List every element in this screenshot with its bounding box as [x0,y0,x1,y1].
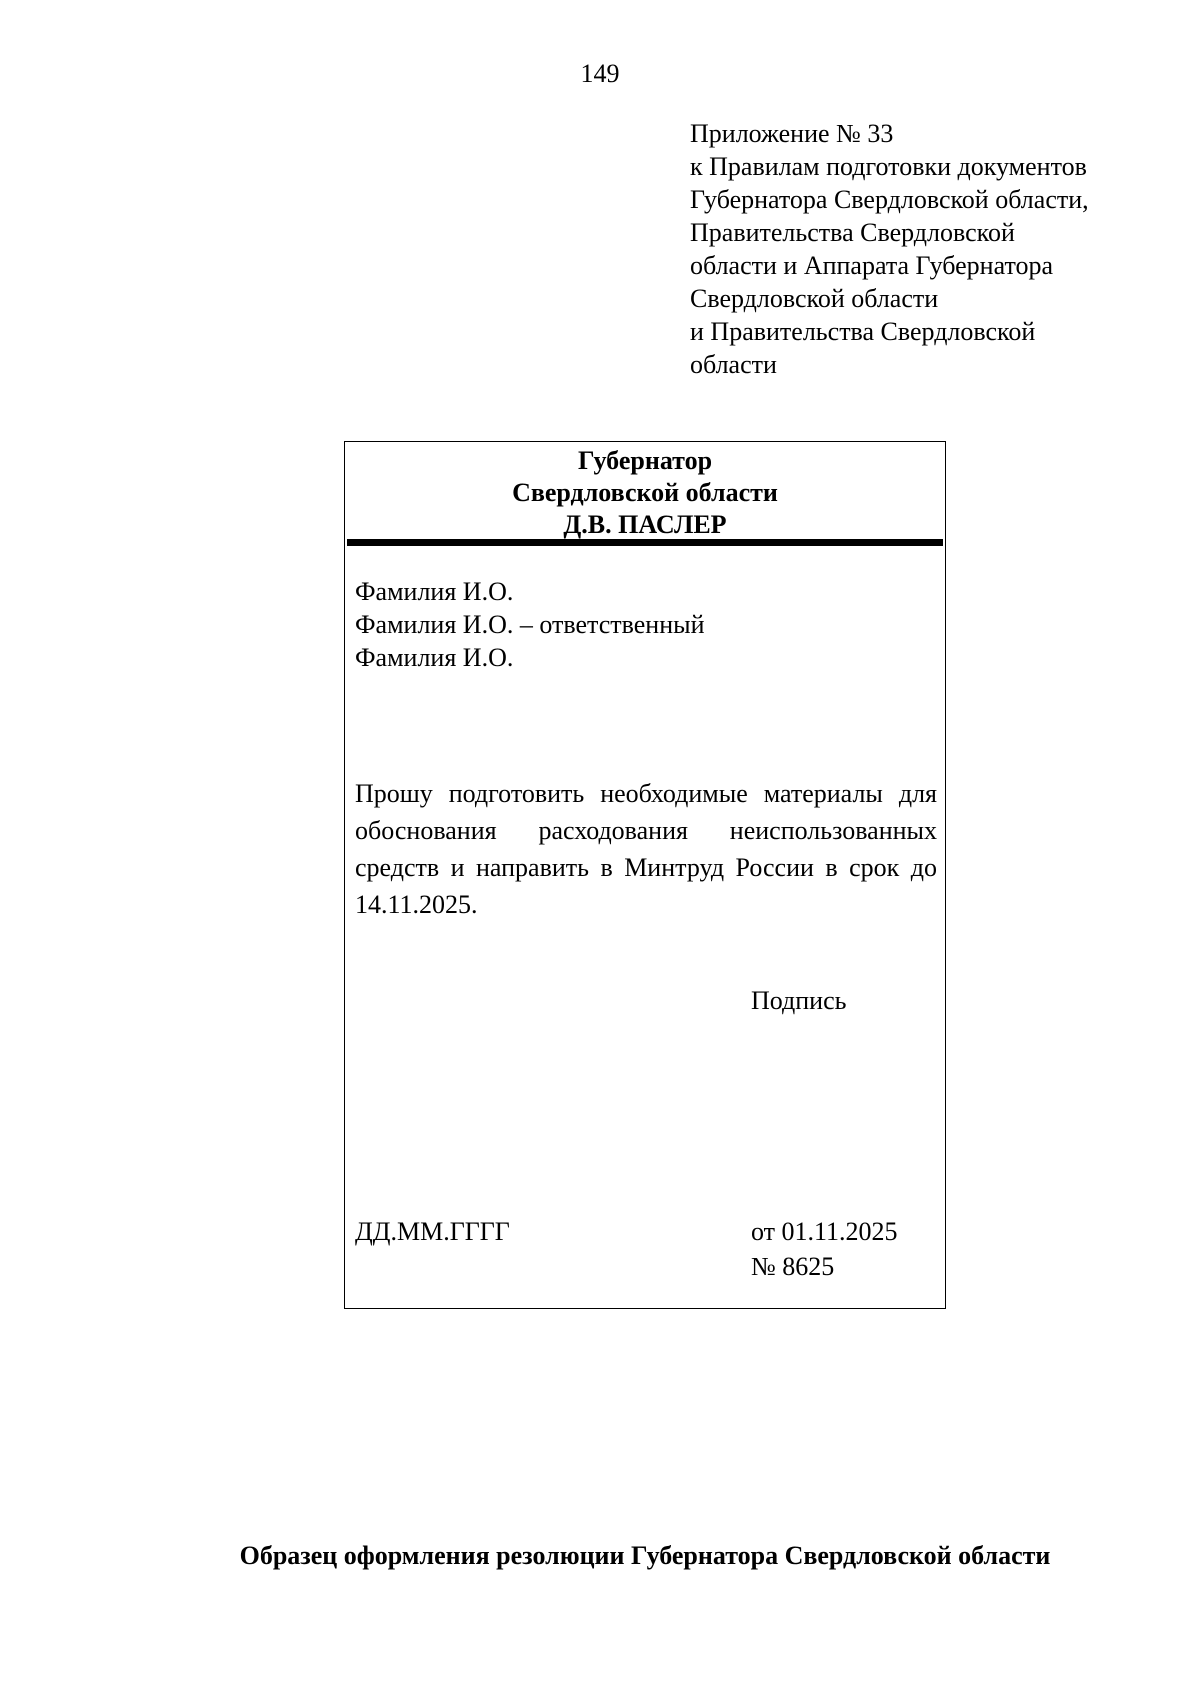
sample-caption: Образец оформления резолюции Губернатора Свердловской области [239,1541,1051,1570]
header-position: Губернатор [577,446,713,475]
document-date: от 01.11.2025 [751,1217,898,1246]
header-divider [347,539,943,546]
appendix-line: и Правительства Свердловской [690,317,1036,346]
recipient-item: Фамилия И.О. [355,577,514,606]
date-placeholder: ДД.ММ.ГГГГ [355,1217,510,1246]
recipients-list [355,575,705,674]
appendix-line: области и Аппарата Губернатора [690,251,1054,280]
appendix-line: Приложение № 33 [690,119,894,148]
signature-label: Подпись [751,986,847,1015]
page-number: 149 [580,59,620,88]
resolution-box [344,441,946,1309]
header-region: Свердловской области [512,478,778,507]
appendix-line: области [690,350,777,379]
appendix-line: Губернатора Свердловской области, [690,185,1089,214]
document-reference [751,1214,898,1284]
recipient-item: Фамилия И.О. [355,643,514,672]
recipient-item: Фамилия И.О. – ответственный [355,610,705,639]
appendix-reference [690,117,1190,381]
document-number: № 8625 [751,1252,835,1281]
appendix-line: к Правилам подготовки документов [690,152,1087,181]
appendix-line: Правительства Свердловской [690,218,1015,247]
header-name: Д.В. ПАСЛЕР [563,510,727,539]
appendix-line: Свердловской области [690,284,939,313]
resolution-text: Прошу подготовить необходимые материалы для обоснования расходования неиспользованных средств и направить в Минтруд России в срок до 14.11.2025. [355,779,937,919]
resolution-header [345,442,945,541]
